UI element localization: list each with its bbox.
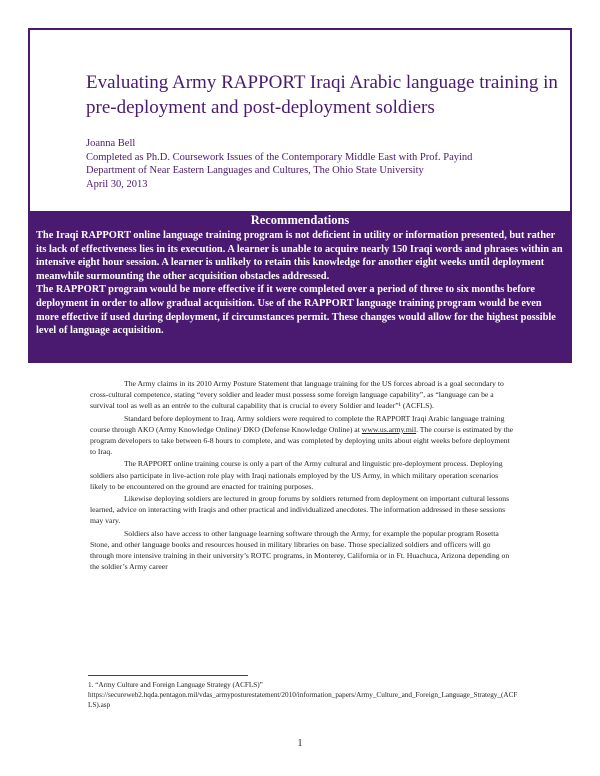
footnote-rule xyxy=(88,675,248,676)
recommendations-heading: Recommendations xyxy=(250,213,350,227)
department: Department of Near Eastern Languages and Cultures, The Ohio State University xyxy=(86,165,424,176)
body-text-segment: . The course is estimated by the program developers to take between 6-8 hours to complete, and was completed by deploying units about eight weeks before deployment to Iraq. xyxy=(90,424,514,457)
body-text xyxy=(90,378,514,573)
recommendation-paragraph: The RAPPORT program would be more effective if it were completed over a period of three to six months before deployment in order to allow gradual acquisition. Use of the RAPPORT language training program would be even more effective if used during deployment, if circumstances permit. These changes would allow for the highest possible level of language acquisition. xyxy=(36,284,556,337)
body-text-segment: Standard before deployment to Iraq, Army soldiers were required to complete the RAPPORT Iraqi Arabic language training course through AKO (Army Knowledge Online)/ DKO (Defense Knowledge Online) at xyxy=(90,413,505,434)
body-paragraph: The Army claims in its 2010 Army Posture Statement that language training for the US forces abroad is a goal secondary to cross-cultural competence, stating “every soldier and leader must possess some foreign language capability”, as “language can be a survival tool as well as an entrée to the cultural capability that is crucial to every Soldier and leader”¹ (ACFLS). xyxy=(90,379,504,411)
body-paragraph: The RAPPORT online training course is only a part of the Army cultural and linguistic pre-deployment process. Deploying soldiers also participate in live-action role play with Iraqi nationals employed by the US Army, in which military operation scenarios likely to be encountered on the ground are enacted for training purposes. xyxy=(90,459,503,491)
footnote xyxy=(88,680,518,710)
footnote-url[interactable]: https://secureweb2.hqda.pentagon.mil/vdas_armyposturestatement/2010/information_papers/Army_Culture_and_Foreign_Language_Strategy_(ACFLS).asp xyxy=(88,691,518,709)
recommendation-paragraph: The Iraqi RAPPORT online language training program is not deficient in utility or information presented, but rather its lack of effectiveness lies in its execution. A learner is unable to acquire nearly 150 Iraqi words and phrases within an intensive eight hour session. A learner is unlikely to retain this knowledge for another eight weeks until deployment meanwhile surmounting the other acquisition obstacles addressed. xyxy=(36,230,563,282)
author-name: Joanna Bell xyxy=(86,138,136,149)
body-paragraph xyxy=(90,413,514,458)
body-paragraph: Likewise deploying soldiers are lectured in group forums by soldiers returned from deployment on important cultural lessons learned, advice on interacting with Iraqis and other practical and individualized anecdotes. The information addressed in these sessions may vary. xyxy=(90,494,510,526)
recommendations-box xyxy=(30,211,570,361)
date: April 30, 2013 xyxy=(86,178,148,190)
completion-note: Completed as Ph.D. Coursework Issues of the Contemporary Middle East with Prof. Payind xyxy=(86,151,473,163)
author-block xyxy=(86,137,566,191)
army-website-link[interactable]: www.us.army.mil xyxy=(361,424,417,434)
body-paragraph: Soldiers also have access to other language learning software through the Army, for example the popular program Rosetta Stone, and other language books and resources housed in military libraries on base. Those specialized soldiers and officers will go through more intensive training in their university’s ROTC programs, in Monterey, California or in Ft. Huachuca, Arizona depending on the soldier’s Army career xyxy=(90,528,510,572)
paper-title: Evaluating Army RAPPORT Iraqi Arabic language training in pre-deployment and post-deployment soldiers xyxy=(86,72,558,118)
page-number: 1 xyxy=(297,738,303,749)
footnote-label: 1. “Army Culture and Foreign Language Strategy (ACFLS)” xyxy=(88,681,263,689)
